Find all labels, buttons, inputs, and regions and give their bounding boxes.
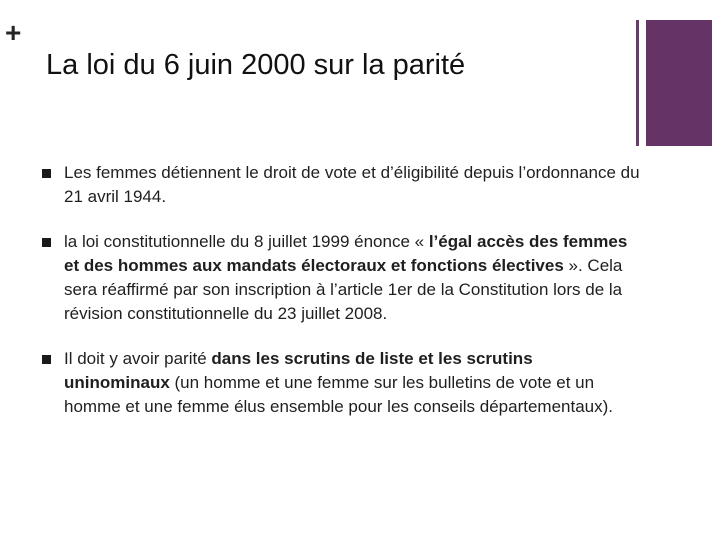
- bullet-text: [64, 232, 627, 323]
- bullet-text-emphasis: dans les scrutins de liste et les scrutins uninominaux: [64, 349, 533, 392]
- bullet-item: [42, 161, 642, 209]
- bullet-text-segment: ». Cela sera réaffirmé par son inscription à l’article 1er de la Constitution lors de la révision constitutionnelle du 23 juillet 2008.: [64, 256, 623, 323]
- square-bullet-icon: [42, 355, 51, 364]
- bullet-list: [42, 161, 642, 419]
- corner-plus-mark: +: [5, 17, 22, 48]
- bullet-text-emphasis: l’égal accès des femmes et des hommes aux mandats électoraux et fonctions électives: [64, 232, 628, 275]
- bullet-item: [42, 230, 642, 326]
- bullet-item: [42, 347, 642, 419]
- bullet-text-segment: la loi constitutionnelle du 8 juillet 1999 énonce «: [64, 232, 429, 251]
- square-bullet-icon: [42, 238, 51, 247]
- square-bullet-icon: [42, 169, 51, 178]
- bullet-text-segment: Il doit y avoir parité: [64, 349, 212, 368]
- slide-title: La loi du 6 juin 2000 sur la parité: [46, 49, 466, 81]
- accent-stripe: [636, 20, 639, 146]
- bullet-text: [64, 349, 613, 416]
- bullet-text-segment: Les femmes détiennent le droit de vote et d’éligibilité depuis l’ordonnance du 21 avril 1944.: [64, 163, 640, 206]
- bullet-text: [64, 163, 640, 206]
- accent-block: [646, 20, 712, 146]
- bullet-text-segment: (un homme et une femme sur les bulletins de vote et un homme et une femme élus ensemble pour les conseils départementaux).: [64, 373, 614, 416]
